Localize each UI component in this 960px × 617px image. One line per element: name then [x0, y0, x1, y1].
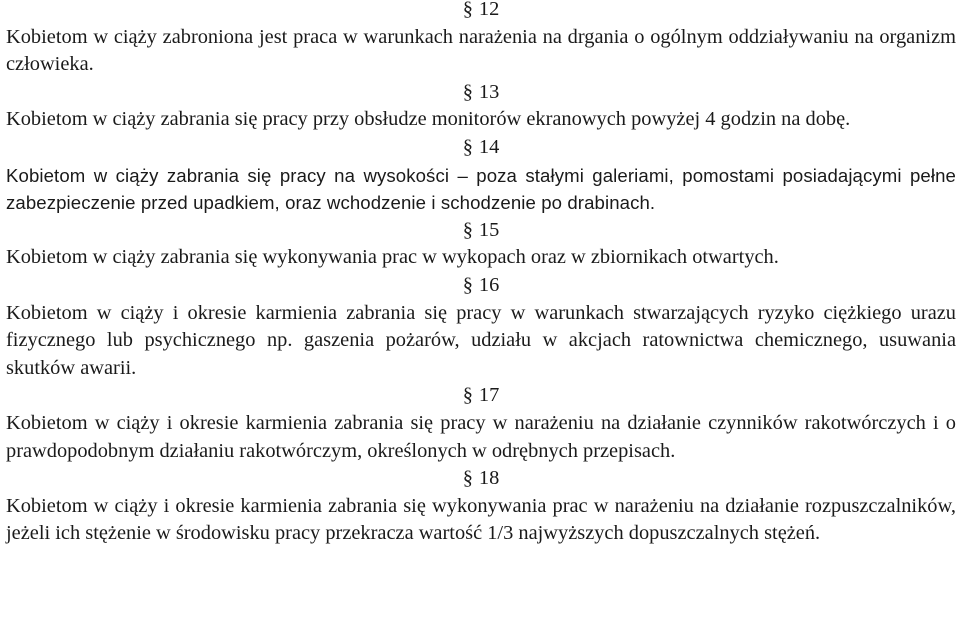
paragraph-section-15: [6, 218, 956, 276]
section-text: Kobietom w ciąży i okresie karmienia zabrania się pracy w narażeniu na działanie czynników rakotwórczych i o prawdopodobnym działaniu rakotwórczym, określonych w odrębnych przepisach.: [6, 411, 956, 462]
section-sign-icon: §: [462, 273, 473, 296]
section-number: 13: [478, 80, 500, 103]
document-page: [6, 0, 956, 552]
section-sign-icon: §: [462, 135, 473, 158]
section-text: Kobietom w ciąży zabrania się pracy przy obsłudze monitorów ekranowych powyżej 4 godzin na dobę.: [6, 108, 851, 131]
section-text: Kobietom w ciąży zabrania się pracy na wysokości – poza stałymi galeriami, pomostami posiadającymi pełne zabezpieczenie przed upadkiem, oraz wchodzenie i schodzenie po drabinach.: [6, 164, 956, 214]
section-sign-icon: §: [462, 384, 473, 407]
section-text: Kobietom w ciąży zabrania się wykonywania prac w wykopach oraz w zbiornikach otwartych.: [6, 246, 779, 269]
section-heading: [6, 465, 956, 493]
section-number: 12: [478, 0, 500, 20]
section-number: 18: [478, 467, 500, 490]
section-sign-icon: §: [462, 218, 473, 241]
section-number: 17: [478, 384, 500, 407]
section-sign-icon: §: [462, 80, 473, 103]
paragraph-section-18: [6, 469, 956, 552]
section-number: 16: [478, 273, 500, 296]
paragraph-section-12: [6, 0, 956, 83]
section-text: Kobietom w ciąży zabroniona jest praca w warunkach narażenia na drgania o ogólnym oddziaływaniu na organizm człowieka.: [6, 25, 956, 76]
paragraph-section-17: [6, 386, 956, 469]
section-heading: [6, 79, 956, 107]
section-heading: [6, 382, 956, 410]
paragraph-section-14: [6, 135, 956, 221]
paragraph-section-13: [6, 80, 956, 138]
section-heading: [6, 134, 956, 162]
section-heading: [6, 272, 956, 300]
section-text: Kobietom w ciąży i okresie karmienia zabrania się wykonywania prac w narażeniu na działanie rozpuszczalników, jeżeli ich stężenie w środowisku pracy przekracza wartość 1/3 najwyższych dopuszczalnych stężeń.: [6, 494, 956, 545]
section-text: Kobietom w ciąży i okresie karmienia zabrania się pracy w warunkach stwarzających ryzyko ciężkiego urazu fizycznego lub psychicznego np. gaszenia pożarów, udziału w akcjach ratownictwa chemicznego, usuwania skutków awarii.: [6, 301, 956, 379]
section-heading: [6, 0, 956, 24]
section-sign-icon: §: [462, 467, 473, 490]
section-number: 15: [478, 218, 500, 241]
paragraph-section-16: [6, 273, 956, 386]
section-number: 14: [478, 135, 500, 158]
section-heading: [6, 217, 956, 245]
section-sign-icon: §: [462, 0, 473, 20]
